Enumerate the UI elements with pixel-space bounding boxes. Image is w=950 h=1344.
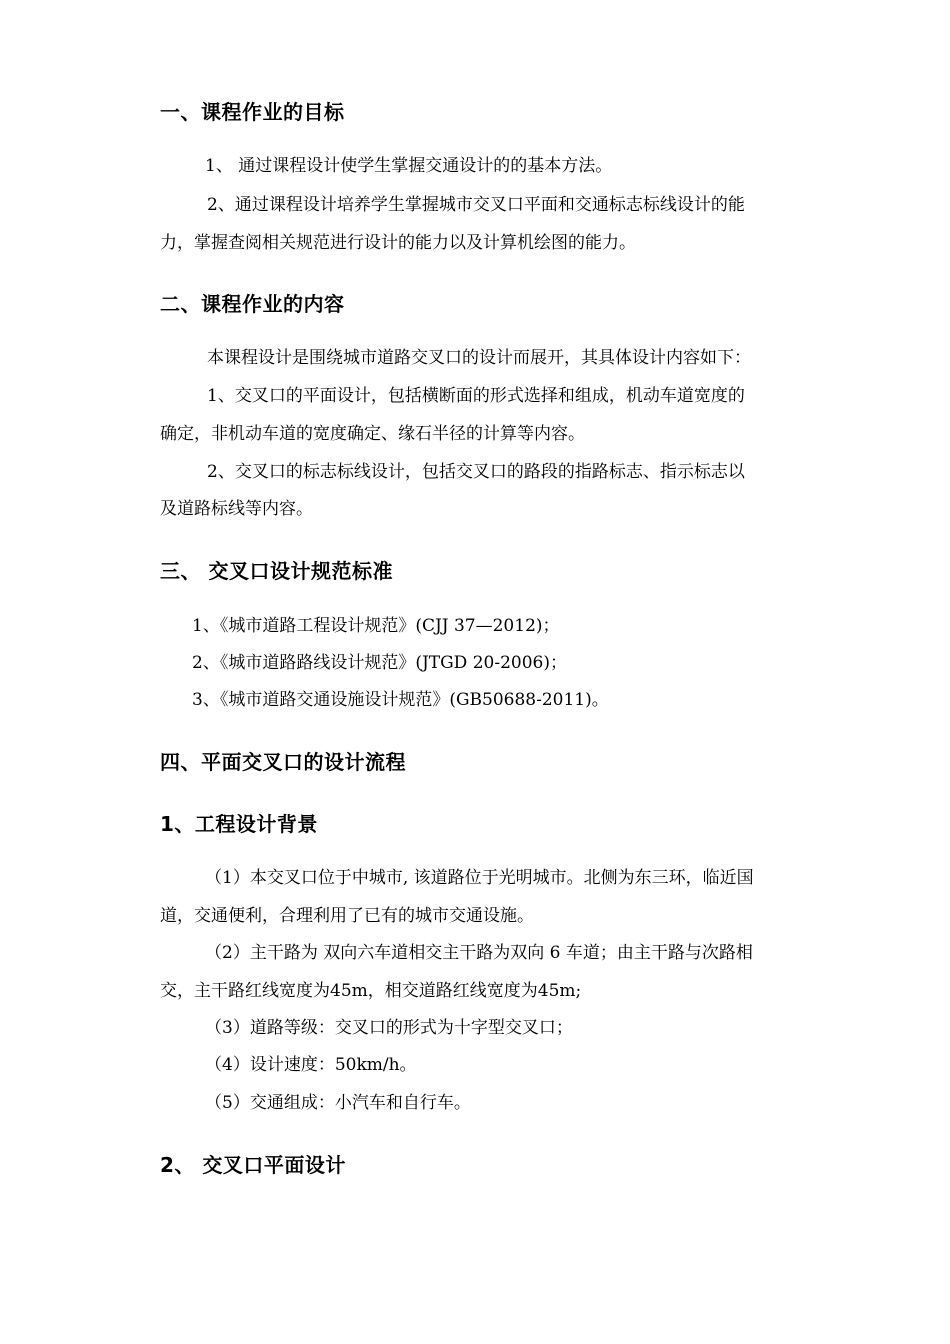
goal-item-2: 2、通过课程设计培养学生掌握城市交叉口平面和交通标志标线设计的能 xyxy=(207,195,745,215)
standard-item-2: 2、《城市道路路线设计规范》(JTGD 20-2006)； xyxy=(192,653,567,673)
section-heading-goals: 一、课程作业的目标 xyxy=(160,100,345,124)
content-item-2-cont: 及道路标线等内容。 xyxy=(160,499,313,519)
content-item-1: 1、交叉口的平面设计，包括横断面的形式选择和组成，机动车道宽度的 xyxy=(207,386,745,406)
background-item-1: （1）本交叉口位于中城市, 该道路位于光明城市。北侧为东三环，临近国 xyxy=(205,868,754,888)
subsection-heading-background: 1、工程设计背景 xyxy=(160,812,318,836)
background-item-1-cont: 道，交通便利，合理利用了已有的城市交通设施。 xyxy=(160,906,534,926)
standard-item-3: 3、《城市道路交通设施设计规范》(GB50688-2011)。 xyxy=(192,690,609,710)
background-item-5: （5）交通组成：小汽车和自行车。 xyxy=(205,1093,471,1113)
section-heading-process: 四、平面交叉口的设计流程 xyxy=(160,750,406,774)
content-item-1-cont: 确定，非机动车道的宽度确定、缘石半径的计算等内容。 xyxy=(160,424,585,444)
background-item-3: （3）道路等级：交叉口的形式为十字型交叉口； xyxy=(205,1018,573,1038)
goal-item-2-cont: 力，掌握查阅相关规范进行设计的能力以及计算机绘图的能力。 xyxy=(160,233,636,253)
subsection-heading-plan-design: 2、 交叉口平面设计 xyxy=(160,1153,346,1177)
background-item-2: （2）主干路为 双向六车道相交主干路为双向 6 车道；由主干路与次路相 xyxy=(205,943,753,963)
content-intro: 本课程设计是围绕城市道路交叉口的设计而展开，其具体设计内容如下： xyxy=(207,348,751,368)
goal-item-1: 1、 通过课程设计使学生掌握交通设计的的基本方法。 xyxy=(205,156,613,176)
section-heading-standards: 三、 交叉口设计规范标准 xyxy=(160,559,393,583)
standard-item-1: 1、《城市道路工程设计规范》(CJJ 37—2012)； xyxy=(192,616,560,636)
section-heading-content: 二、课程作业的内容 xyxy=(160,292,345,316)
background-item-2-cont: 交，主干路红线宽度为45m，相交道路红线宽度为45m; xyxy=(160,981,582,1001)
background-item-4: （4）设计速度：50km/h。 xyxy=(205,1055,417,1075)
content-item-2: 2、交叉口的标志标线设计，包括交叉口的路段的指路标志、指示标志以 xyxy=(207,462,745,482)
